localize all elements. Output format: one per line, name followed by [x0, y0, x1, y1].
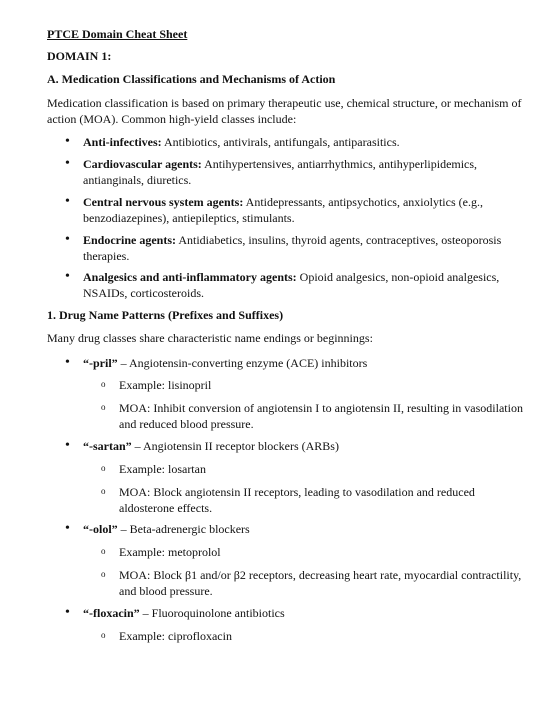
class-desc: Antihypertensives, antiarrhythmics, antihyperlipidemics, antianginals, diuretics.: [83, 157, 478, 187]
pattern-example: Example: lisinopril: [119, 378, 212, 392]
bullet-glyph: •: [65, 156, 70, 171]
sub-bullet-glyph: o: [101, 402, 106, 412]
bullet-glyph: •: [65, 438, 70, 453]
pattern-desc: – Angiotensin-converting enzyme (ACE) inhibitors: [117, 356, 368, 370]
section-a-heading: A. Medication Classifications and Mechanisms of Action: [47, 72, 336, 86]
bullet-glyph: •: [65, 269, 70, 284]
pattern-moa: MOA: Block β1 and/or β2 receptors, decreasing heart rate, myocardial contractility, and blood pressure.: [119, 568, 522, 598]
pattern-desc: – Fluoroquinolone antibiotics: [139, 606, 285, 620]
bullet-glyph: •: [65, 134, 70, 149]
pattern-term: “-olol”: [83, 522, 118, 536]
domain-heading: DOMAIN 1:: [47, 49, 112, 63]
sub-bullet-glyph: o: [101, 630, 106, 640]
sub-bullet-glyph: o: [101, 546, 106, 556]
section-a-intro: Medication classification is based on primary therapeutic use, chemical structure, or mechanism of action (MOA). Common high-yield classes include:: [47, 96, 522, 126]
bullet-glyph: •: [65, 355, 70, 370]
list-item: [83, 269, 523, 301]
pattern-term: “-pril”: [83, 356, 118, 370]
section-1-intro: Many drug classes share characteristic name endings or beginnings:: [47, 331, 373, 345]
class-desc: Antidiabetics, insulins, thyroid agents, contraceptives, osteoporosis therapies.: [83, 233, 502, 263]
list-item: [83, 438, 523, 454]
bullet-glyph: •: [65, 521, 70, 536]
list-item: [83, 232, 523, 264]
list-item: [83, 355, 523, 371]
bullet-glyph: •: [65, 194, 70, 209]
pattern-example: Example: ciprofloxacin: [119, 629, 232, 643]
sub-bullet-glyph: o: [101, 463, 106, 473]
pattern-term: “-sartan”: [83, 439, 132, 453]
pattern-example: Example: losartan: [119, 462, 206, 476]
list-item: [83, 134, 523, 150]
list-item: [83, 156, 523, 188]
sub-bullet-glyph: o: [101, 379, 106, 389]
list-item: [83, 605, 523, 621]
pattern-moa: MOA: Inhibit conversion of angiotensin I to angiotensin II, resulting in vasodilation and reduced blood pressure.: [119, 401, 523, 431]
class-term: Endocrine agents:: [83, 233, 176, 247]
class-desc: Antidepressants, antipsychotics, anxiolytics (e.g., benzodiazepines), antiepileptics, stimulants.: [83, 195, 483, 225]
list-item: [83, 194, 523, 226]
pattern-moa: MOA: Block angiotensin II receptors, leading to vasodilation and reduced aldosterone effects.: [119, 485, 475, 515]
class-desc: Antibiotics, antivirals, antifungals, antiparasitics.: [161, 135, 400, 149]
list-item: [83, 521, 523, 537]
pattern-example: Example: metoprolol: [119, 545, 221, 559]
bullet-glyph: •: [65, 605, 70, 620]
bullet-glyph: •: [65, 232, 70, 247]
pattern-desc: – Angiotensin II receptor blockers (ARBs): [131, 439, 339, 453]
class-desc: Opioid analgesics, non-opioid analgesics, NSAIDs, corticosteroids.: [83, 270, 500, 300]
pattern-term: “-floxacin”: [83, 606, 140, 620]
class-term: Anti-infectives:: [83, 135, 162, 149]
class-term: Analgesics and anti-inflammatory agents:: [83, 270, 297, 284]
class-term: Central nervous system agents:: [83, 195, 244, 209]
sub-bullet-glyph: o: [101, 569, 106, 579]
pattern-desc: – Beta-adrenergic blockers: [117, 522, 250, 536]
document-title: PTCE Domain Cheat Sheet: [47, 27, 188, 41]
sub-bullet-glyph: o: [101, 486, 106, 496]
section-1-heading: 1. Drug Name Patterns (Prefixes and Suffixes): [47, 308, 284, 322]
class-term: Cardiovascular agents:: [83, 157, 202, 171]
